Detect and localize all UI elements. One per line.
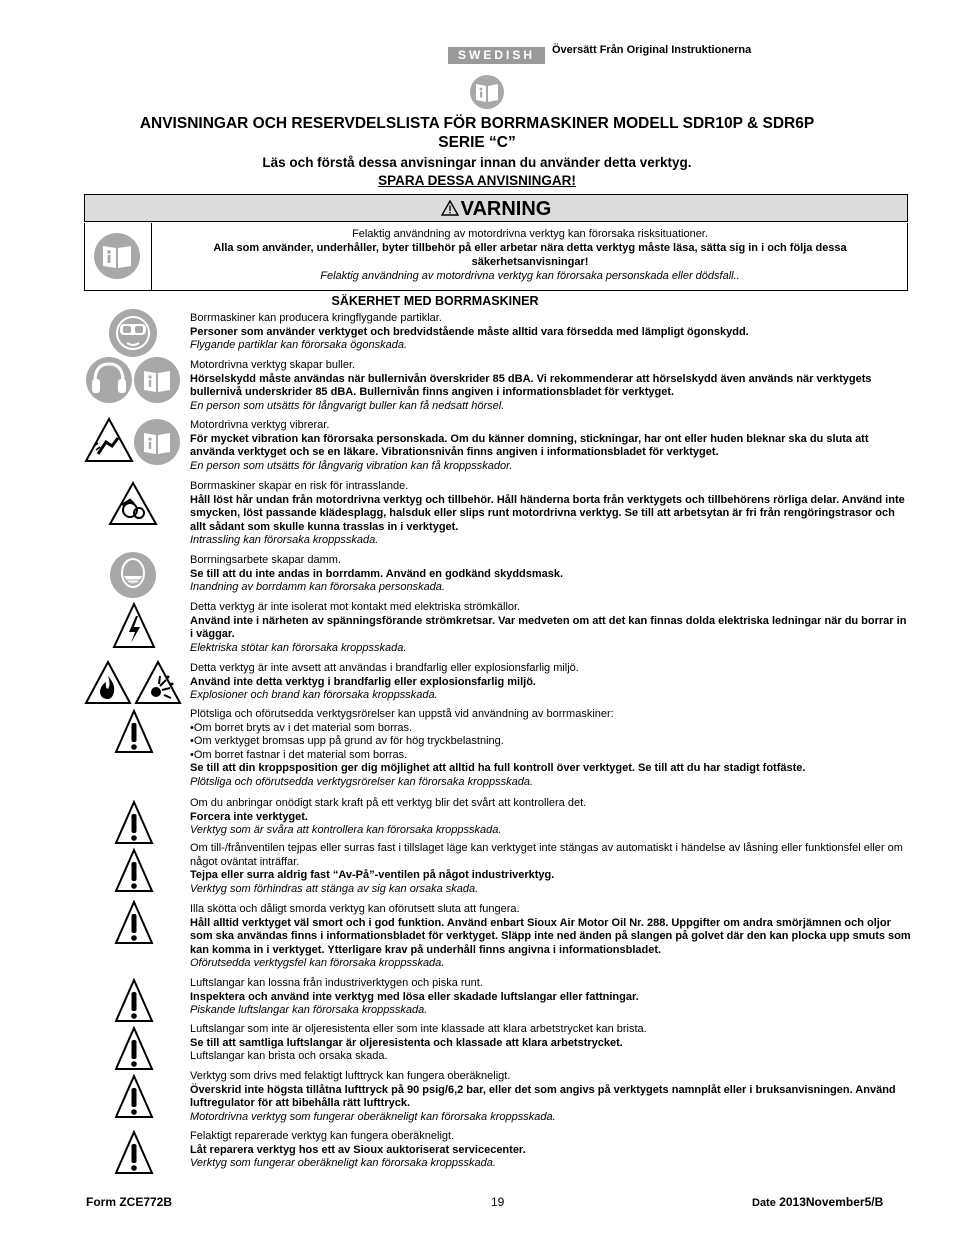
electric-shock-icon <box>112 602 156 650</box>
dust-mask-icon <box>108 550 158 600</box>
warning-exclamation-icon <box>114 1026 154 1072</box>
warning-exclamation-icon <box>114 709 154 755</box>
section-title: SÄKERHET MED BORRMASKINER <box>331 294 539 308</box>
warning-exclamation-icon <box>114 800 154 846</box>
page-number: 19 <box>491 1195 505 1209</box>
safety-item-dust: Borrningsarbete skapar damm. Se till att du inte andas in borrdamm. Använd en godkänd skyddsmask. Inandning av borrdamm kan förorsaka personskada. <box>190 554 564 594</box>
warning-heading: VARNING <box>84 194 908 222</box>
instruction-line: Läs och förstå dessa anvisningar innan du använder detta verktyg. <box>262 155 692 170</box>
save-instructions: SPARA DESSA ANVISNINGAR! <box>378 173 576 188</box>
safety-item-explosive: Detta verktyg är inte avsett att användas i brandfarlig eller explosionsfarlig miljö. Använd inte detta verktyg i brandfarlig eller explosionsfarlig miljö. Explosioner och brand kan förorsaka kroppsskada. <box>190 662 579 702</box>
manual-icon <box>132 417 182 467</box>
safety-item-repair: Felaktigt reparerade verktyg kan fungera oberäkneligt. Låt reparera verktyg hos ett av Sioux auktoriserat servicecenter. Verktyg som fungerar oberäkneligt kan förorsaka kroppsskada. <box>190 1130 526 1170</box>
entanglement-hazard-icon <box>108 480 158 527</box>
footer-date: Date 2013November5/B <box>752 1195 884 1209</box>
safety-goggles-icon <box>107 307 159 359</box>
safety-item-oil-resistant-hoses: Luftslangar som inte är oljeresistenta eller som inte klassade att klara arbetstrycket kan brista. Se till att samtliga luftslangar är oljeresistenta och klassade att klara arbetstrycket. Luftslangar kan brista och orsaka skada. <box>190 1023 647 1063</box>
fire-hazard-icon <box>84 660 132 706</box>
vibration-hazard-icon <box>84 416 134 464</box>
safety-item-force: Om du anbringar onödigt stark kraft på ett verktyg blir det svårt att kontrollera det. Forcera inte verktyget. Verktyg som är svåra att kontrollera kan förorsaka kroppsskada. <box>190 797 587 837</box>
document-title: ANVISNINGAR OCH RESERVDELSLISTA FÖR BORRMASKINER MODELL SDR10P & SDR6P SERIE “C” <box>139 115 815 151</box>
safety-item-noise: Motordrivna verktyg skapar buller. Hörselskydd måste användas när bullernivån överskrider 85 dBA. Vi rekommenderar att hörselskydd även används när verktygets bullernivå underskrider 85 dBA. Bullernivån finns angiven i informationsbladet för verktyget. En person som utsätts för långvarigt buller kan få nedsatt hörsel. <box>190 359 872 412</box>
warning-exclamation-icon <box>114 1074 154 1120</box>
warning-exclamation-icon <box>114 848 154 894</box>
safety-item-lubrication: Illa skötta och dåligt smorda verktyg kan oförutsett sluta att fungera. Håll alltid verktyget väl smort och i god funktion. Använd enbart Sioux Air Motor Oil Nr. 288. Uppgifter om andra smörjämnen och oljor som ska användas finns i informationsbladet för verktyget. Släpp inte ned änden på slangen på golvet där den kan plocka upp smuts som kan komma in i verktyget. Ytterligare krav på underhåll finns angivna i informationsbladet. Oförutsedda verktygsfel kan förorsaka kroppsskada. <box>190 903 911 970</box>
warning-exclamation-icon <box>114 900 154 946</box>
safety-item-entanglement: Borrmaskiner skapar en risk för intrasslande. Håll löst hår undan från motordrivna verktyg och tillbehör. Håll händerna borta från verktygets och tillbehörens rörliga delar. Använd inte smycken, löst passande klädesplagg, halsduk eller slips runt motordrivna verktyg. Se till att arbetsytan är fri från rengöringstrasor och allt sådant som skulle kunna trasslas in i verktyget. Intrassling kan förorsaka kroppsskada. <box>190 480 905 547</box>
safety-item-vibration: Motordrivna verktyg vibrerar. För mycket vibration kan förorsaka personskada. Om du känner domning, stickningar, har ont eller huden bleknar ska du sluta att använda verktyget och se en läkare. Vibrationsnivån finns angiven i informationsbladet för verktyget. En person som utsätts för långvarig vibration kan få kroppsskador. <box>190 419 869 472</box>
warning-text: Felaktig användning av motordrivna verktyg kan förorsaka risksituationer. Alla som använder, underhåller, byter tillbehör på eller arbetar nära detta verktyg måste läsa, sätta sig in i och följa dessa säkerhetsanvisningar! Felaktig användning av motordrivna verktyg kan förorsaka personskada eller dödsfall.. <box>213 228 847 282</box>
safety-item-air-pressure: Verktyg som drivs med felaktigt lufttryck kan fungera oberäkneligt. Överskrid inte högsta tillåtna lufttryck på 90 psig/6,2 bar, eller det som angivs på verktygets namnplåt eller i bruksanvisningen. Använd luftregulator för att bibehålla rätt lufttryck. Motordrivna verktyg som fungerar oberäkneligt kan förorsaka kroppsskada. <box>190 1070 896 1123</box>
form-number: Form ZCE772B <box>86 1195 173 1209</box>
explosion-hazard-icon <box>134 660 182 706</box>
manual-icon <box>132 355 182 405</box>
safety-item-on-off-valve: Om till-/frånventilen tejpas eller surras fast i tillslaget läge kan verktyget inte stängas av automatiskt i händelse av låsning eller funktionsfel eller om något oväntat inträffar. Tejpa eller surra aldrig fast “Av-På”-ventilen på något industriverktyg. Verktyg som förhindras att stänga av sig kan orsaka skada. <box>190 842 903 895</box>
safety-item-air-hoses: Luftslangar kan lossna från industriverktygen och piska runt. Inspektera och använd inte verktyg med lösa eller skadade luftslangar eller fattningar. Piskande luftslangar kan förorsaka kroppsskada. <box>190 977 639 1017</box>
safety-item-electric: Detta verktyg är inte isolerat mot kontakt med elektriska strömkällor. Använd inte i närheten av spänningsförande strömkretsar. Var medveten om att det kan finnas dolda elektriska ledningar när du borrar in i väggar. Elektriska stötar kan förorsaka kroppsskada. <box>190 601 907 654</box>
warning-exclamation-icon <box>114 1130 154 1176</box>
safety-item-flying-particles: Borrmaskiner kan producera kringflygande partiklar. Personer som använder verktyget och bredvidstående måste alltid vara försedda med lämpligt ögonskydd. Flygande partiklar kan förorsaka ögonskada. <box>190 312 749 352</box>
ear-protection-icon <box>84 355 134 405</box>
language-badge: SWEDISH <box>448 47 545 64</box>
translation-note: Översätt Från Original Instruktionerna <box>552 44 752 56</box>
warning-exclamation-icon <box>114 978 154 1024</box>
warning-icon-cell <box>84 223 152 291</box>
safety-item-sudden-movement: Plötsliga och oförutsedda verktygsrörelser kan uppstå vid användning av borrmaskiner: •Om borret bryts av i det material som borras. •Om verktyget bromsas upp på grund av för hög tryckbelastning. •Om borret fastnar i det material som borras. Se till att din kroppsposition ger dig möjlighet att alltid ha full kontroll över verktyget. Se till att du har stadigt fotfäste. Plötsliga och oförutsedda verktygsrörelser kan förorsaka kroppsskada. <box>190 708 806 788</box>
manual-icon <box>84 223 150 289</box>
warning-triangle-icon <box>441 200 459 216</box>
manual-icon <box>469 74 505 115</box>
